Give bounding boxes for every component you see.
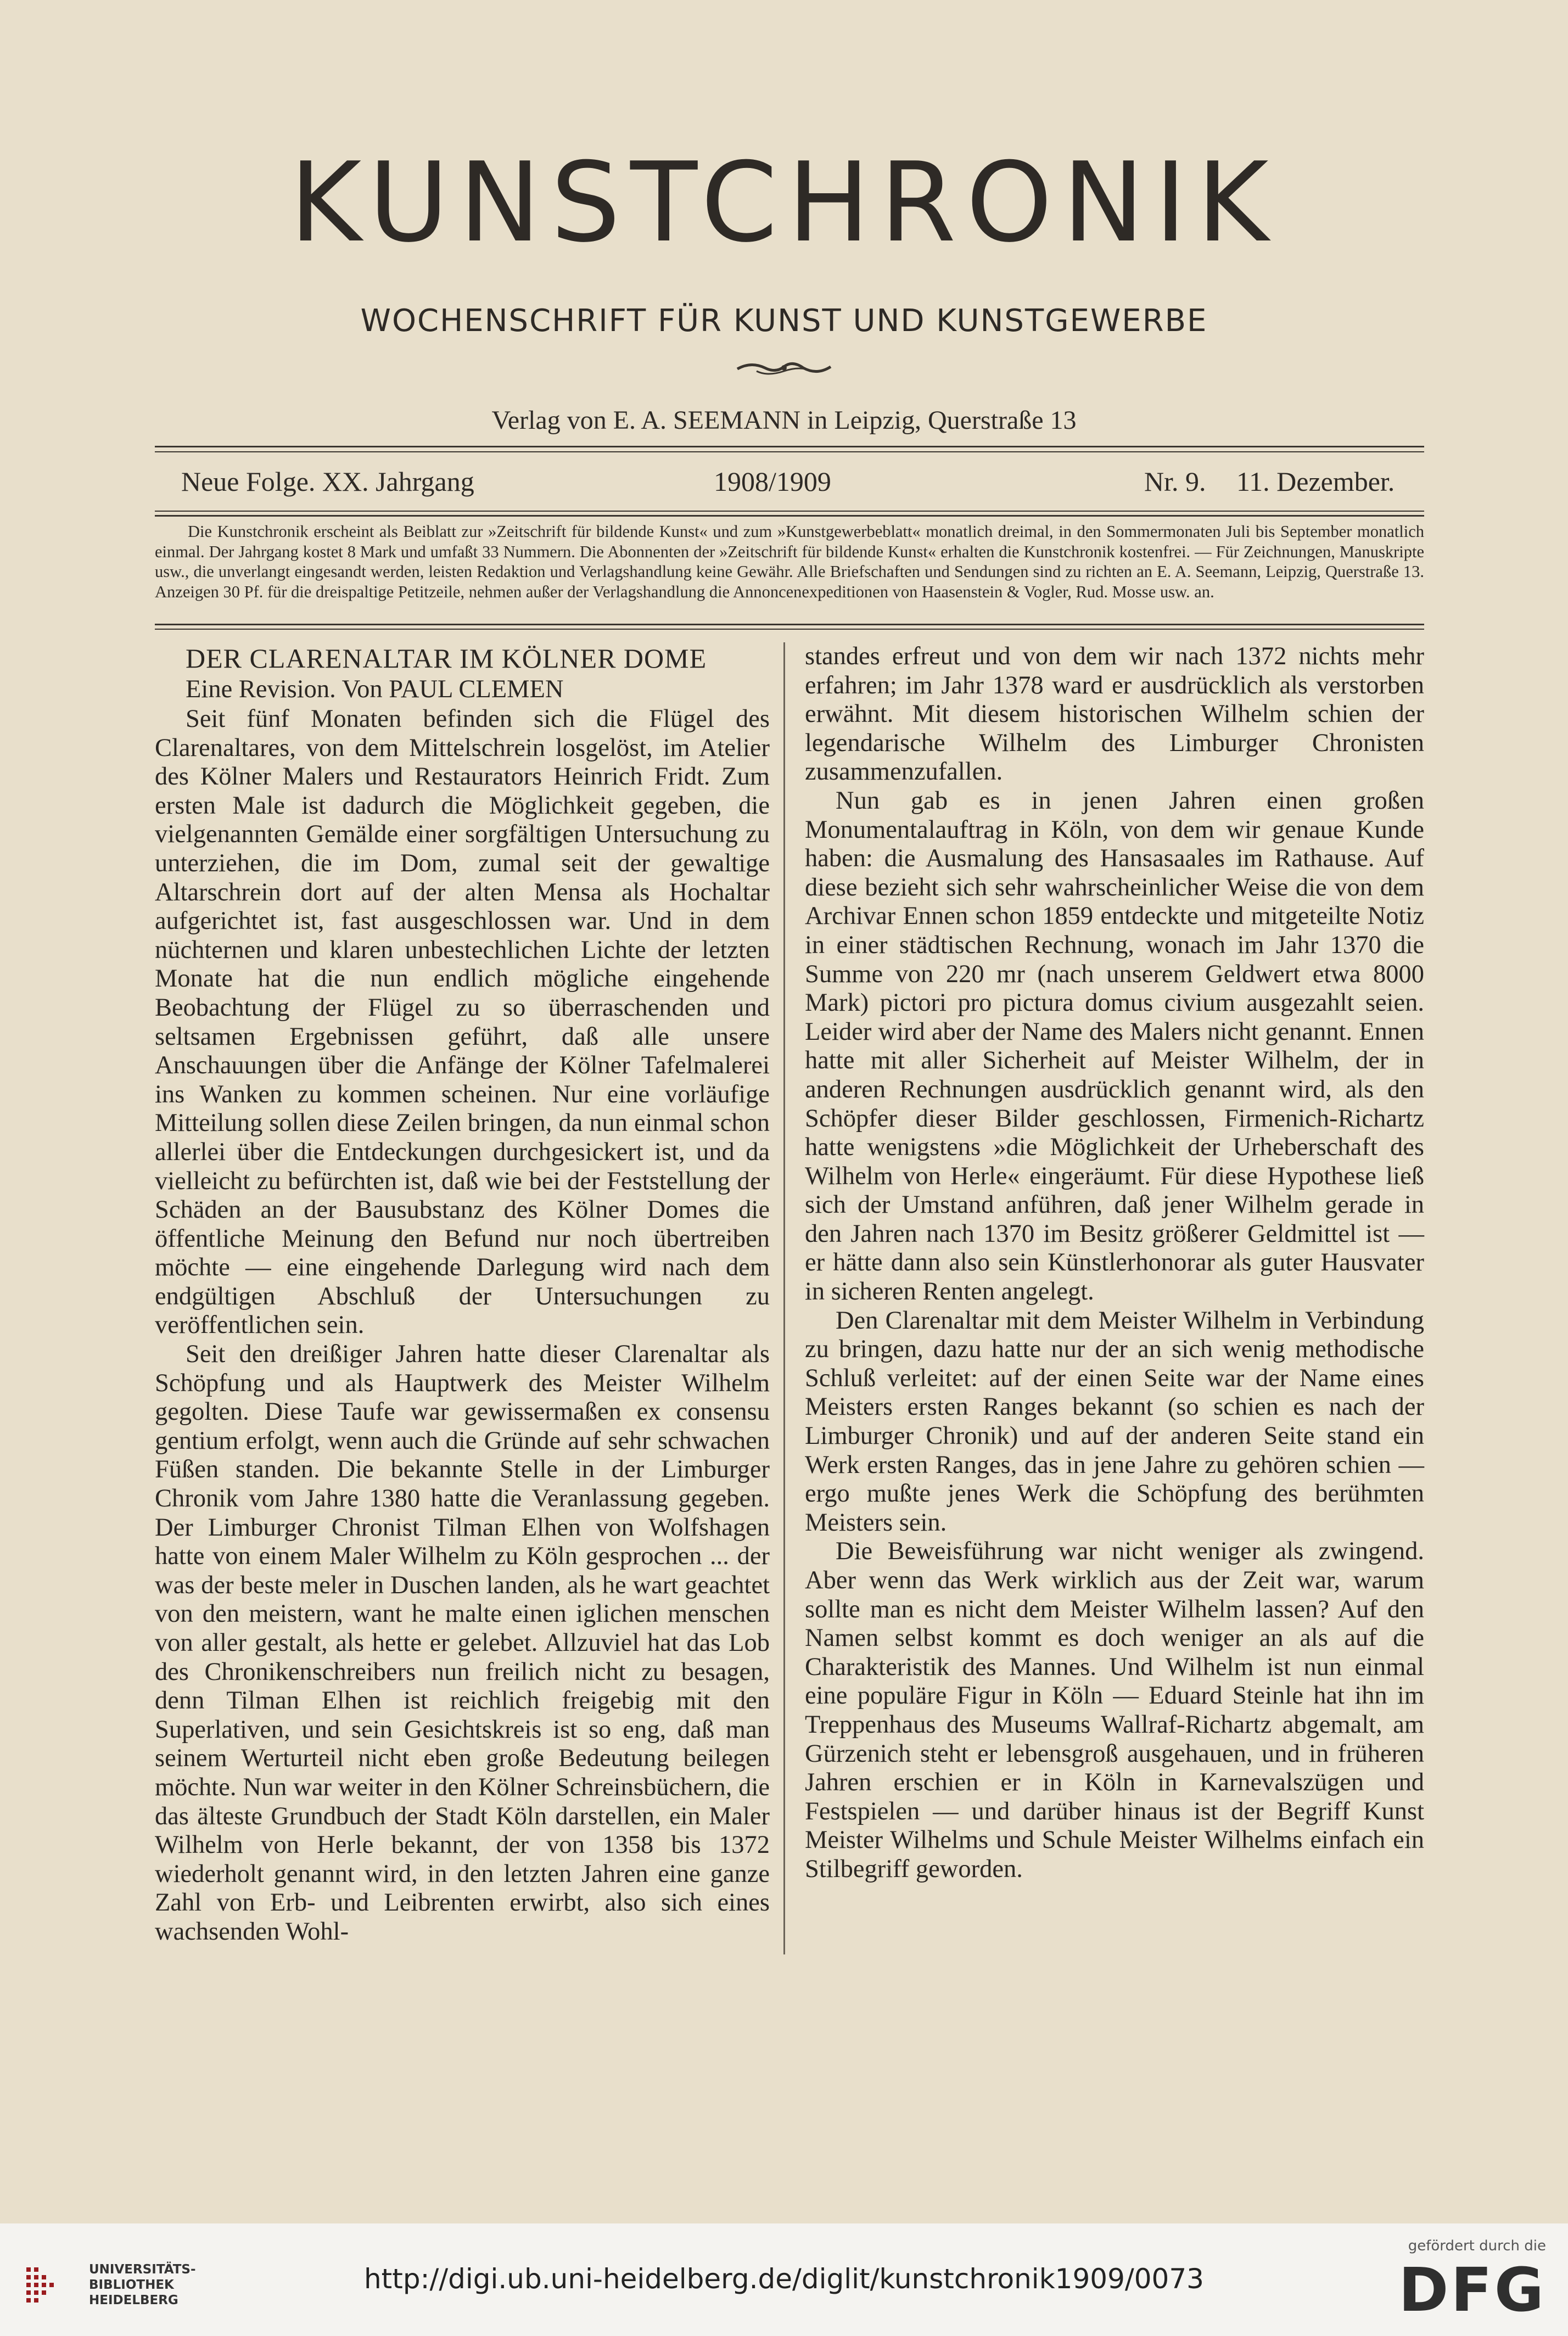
issue-number: Nr. 9.	[1144, 466, 1206, 497]
article-title: DER CLARENALTAR IM KÖLNER DOME	[186, 643, 707, 674]
header-rule-top-thin	[155, 451, 1424, 452]
header-rule-top	[155, 446, 1424, 447]
paragraph: Den Clarenaltar mit dem Meister Wilhelm in Verbindung zu bringen, dazu hatte nur der an sich wenig methodische Schluß verleitet: auf der einen Seite war der Name eines Meisters ersten Ranges bekannt (so schien es nach der Limburger Chronik) und auf der anderen Seite stand ein Werk ersten Ranges, das in jene Jahre zu gehören schien — ergo mußte jenes Werk die Schöpfung des berühmten Meisters sein.	[805, 1306, 1424, 1537]
issue-series: Neue Folge. XX. Jahrgang	[181, 466, 474, 497]
article-column-left	[155, 642, 770, 1947]
journal-title: KUNSTCHRONIK	[289, 139, 1279, 267]
issue-info	[181, 466, 1395, 504]
article-byline: Eine Revision. Von PAUL CLEMEN	[186, 675, 564, 703]
issue-date: 11. Dezember.	[1236, 466, 1395, 497]
digitization-footer	[0, 2223, 1568, 2336]
ornament-icon	[735, 357, 833, 379]
funding-note: gefördert durch die	[1408, 2238, 1546, 2254]
subscription-notice	[155, 522, 1424, 602]
paragraph: Die Beweisführung war nicht weniger als zwingend. Aber wenn das Werk wirklich aus der Zeit war, warum sollte man es nicht dem Meister Wilhelm lassen? Auf den Namen selbst kommt es doch weniger an als auf die Charakteristik des Mannes. Und Wilhelm ist nun einmal eine populäre Figur in Köln — Eduard Steinle hat ihn im Treppenhaus des Museums Wallraf-Richartz abgemalt, am Gürzenich steht er lebensgroß ausgehauen, und in früheren Jahren erschien er in Köln in Karnevalszügen und Festspielen — und darüber hinaus ist der Begriff Kunst Meister Wilhelms und Schule Meister Wilhelms einfach ein Stilbegriff geworden.	[805, 1537, 1424, 1883]
issue-years: 1908/1909	[714, 466, 831, 497]
publisher-line: Verlag von E. A. SEEMANN in Leipzig, Querstraße 13	[491, 406, 1077, 435]
dfg-logo: DFG	[1398, 2255, 1546, 2325]
paragraph: Nun gab es in jenen Jahren einen großen Monumentalauftrag in Köln, von dem wir genaue Kunde haben: die Ausmalung des Hansasaales im Rathause. Auf diese bezieht sich sehr wahrscheinlicher Weise die von dem Archivar Ennen schon 1859 entdeckte und mitgeteilte Notiz in einer städtischen Rechnung, wonach im Jahr 1370 die Summe von 220 mr (nach unserem Geldwert etwa 8000 Mark) pictori pro pictura domus civium ausgezahlt seien. Leider wird aber der Name des Malers nicht genannt. Ennen hatte mit aller Sicherheit auf Meister Wilhelm, der in anderen Rechnungen ausdrücklich genannt wird, als den Schöpfer dieser Bilder geschlossen, Firmenich-Richartz hatte wenigstens »die Möglichkeit der Urheberschaft des Wilhelm von Herle« eingeräumt. Für diese Hypothese ließ sich der Umstand anführen, daß jener Wilhelm gerade in den Jahren nach 1370 im Besitz größerer Geldmittel ist — er hätte dann also sein Künstlerhonorar als guter Hausvater in sicheren Renten angelegt.	[805, 786, 1424, 1306]
issue-rule-thin	[155, 511, 1424, 512]
paragraph: Seit fünf Monaten befinden sich die Flügel des Clarenaltares, von dem Mittelschrein losgelöst, im Atelier des Kölner Malers und Restaurators Heinrich Fridt. Zum ersten Male ist dadurch die Möglichkeit gegeben, die vielgenannten Gemälde einer sorgfältigen Untersuchung zu unterziehen, die im Dom, zumal seit der gewaltige Altarschrein dort auf der alten Mensa als Hochaltar aufgerichtet ist, fast ausgeschlossen war. Und in dem nüchternen und klaren unbestechlichen Lichte der letzten Monate hat die nun endlich mögliche eingehende Beobachtung der Flügel zu so überraschenden und seltsamen Ergebnissen geführt, daß alle unsere Anschauungen über die Anfänge der Kölner Tafelmalerei ins Wanken zu kommen scheinen. Nur eine vorläufige Mitteilung sollen diese Zeilen bringen, da nun einmal schon allerlei über die Entdeckungen durchgesickert ist, und da vielleicht zu befürchten ist, daß wie bei der Feststellung der Schäden an der Bausubstanz des Kölner Domes die öffentliche Meinung den Befund nur noch übertreiben möchte — eine eingehende Darlegung wird nach dem endgültigen Abschluß der Untersuchungen zu veröffentlichen sein.	[155, 705, 770, 1340]
notice-rule	[155, 624, 1424, 625]
journal-subtitle: WOCHENSCHRIFT FÜR KUNST UND KUNSTGEWERBE	[360, 303, 1208, 339]
article-column-right	[805, 642, 1424, 1884]
institution-name: UNIVERSITÄTS- BIBLIOTHEK HEIDELBERG	[89, 2262, 196, 2307]
notice-rule-thin	[155, 629, 1424, 630]
issue-rule	[155, 515, 1424, 517]
paragraph: Seit den dreißiger Jahren hatte dieser Clarenaltar als Schöpfung und als Hauptwerk des Meister Wilhelm gegolten. Diese Taufe war gewissermaßen ex consensu gentium erfolgt, wenn auch die Gründe auf sehr schwachen Füßen standen. Die bekannte Stelle in der Limburger Chronik vom Jahre 1380 hatte die Veranlassung gegeben. Der Limburger Chronist Tilman Elhen von Wolfshagen hatte von einem Maler Wilhelm zu Köln gesprochen ... der was der beste meler in Duschen landen, als he wart geachtet von den meistern, want he malte einen iglichen menschen von aller gestalt, als hette er gelebet. Allzuviel hat das Lob des Chronikenschreibers nun freilich nicht zu besagen, denn Tilman Elhen ist reichlich freigebig mit den Superlativen, und sein Gesichtskreis ist so eng, daß man seinem Werturteil nicht eben große Bedeutung beilegen möchte. Nun war weiter in den Kölner Schreinsbüchern, die das älteste Grundbuch der Stadt Köln darstellen, ein Maler Wilhelm von Herle bekannt, der von 1358 bis 1372 wiederholt genannt wird, in den letzten Jahren eine ganze Zahl von Erb- und Leibrenten erwirbt, also sich eines wachsenden Wohl-	[155, 1340, 770, 1946]
notice-text: Die Kunstchronik erscheint als Beiblatt zur »Zeitschrift für bildende Kunst« und zum »Kunstgewerbeblatt« monatlich dreimal, in den Sommermonaten Juli bis September monatlich einmal. Der Jahrgang kostet 8 Mark und umfaßt 33 Nummern. Die Abonnenten der »Zeitschrift für bildende Kunst« erhalten die Kunstchronik kostenfrei. — Für Zeichnungen, Manuskripte usw., die unverlangt eingesandt werden, leisten Redaktion und Verlagshandlung keine Gewähr. Alle Briefschaften und Sendungen sind zu richten an E. A. Seemann, Leipzig, Querstraße 13. Anzeigen 30 Pf. für die dreispaltige Petitzeile, nehmen außer der Verlagshandlung die Annoncenexpeditionen von Haasenstein & Vogler, Rud. Mosse usw. an.	[155, 522, 1424, 601]
column-divider	[783, 642, 785, 1954]
source-url-link[interactable]: http://digi.ub.uni-heidelberg.de/diglit/kunstchronik1909/0073	[363, 2263, 1204, 2295]
paragraph: standes erfreut und von dem wir nach 1372 nichts mehr erfahren; im Jahr 1378 ward er ausdrücklich als verstorben erwähnt. Mit diesem historischen Wilhelm schien der legendarische Wilhelm des Limburger Chronisten zusammenzufallen.	[805, 642, 1424, 786]
